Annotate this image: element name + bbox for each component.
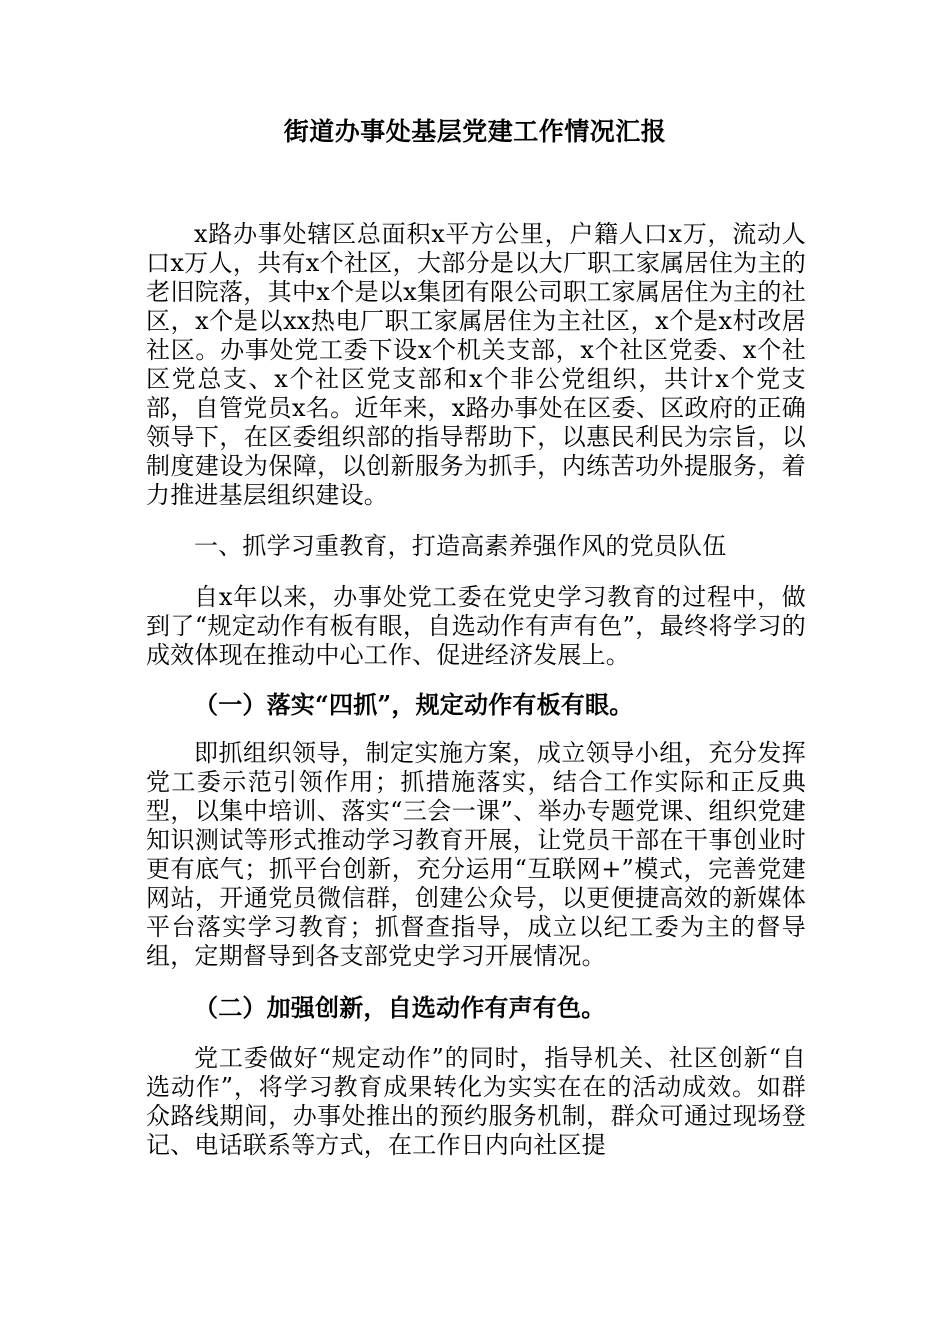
- intro-paragraph: x路办事处辖区总面积x平方公里，户籍人口x万，流动人口x万人，共有x个社区，大部分是以大厂职工家属居住为主的老旧院落，其中x个是以x集团有限公司职工家属居住为主的社区，x个是以xx热电厂职工家属居住为主社区，x个是x村改居社区。办事处党工委下设x个机关支部，x个社区党委、x个社区党总支、x个社区党支部和x个非公党组织，共计x个党支部，自管党员x名。近年来，x路办事处在区委、区政府的正确领导下，在区委组织部的指导帮助下，以惠民利民为宗旨，以制度建设为保障，以创新服务为抓手，内练苦功外提服务，着力推进基层组织建设。: [146, 220, 806, 509]
- subsection-2-paragraph: 党工委做好“规定动作”的同时，指导机关、社区创新“自选动作”，将学习教育成果转化为实实在在的活动成效。如群众路线期间，办事处推出的预约服务机制，群众可通过现场登记、电话联系等方式，在工作日内向社区提: [146, 1044, 806, 1159]
- section-heading-1: 一、抓学习重教育，打造高素养强作风的党员队伍: [194, 532, 727, 560]
- document-body: [146, 220, 806, 1160]
- subsection-heading-2: （二）加强创新，自选动作有声有色。: [194, 993, 606, 1022]
- subsection-1-paragraph: 即抓组织领导，制定实施方案，成立领导小组，充分发挥党工委示范引领作用；抓措施落实，结合工作实际和正反典型，以集中培训、落实“三会一课”、举办专题党课、组织党建知识测试等形式推动学习教育开展，让党员干部在干事创业时更有底气；抓平台创新，充分运用“互联网+”模式，完善党建网站，开通党员微信群，创建公众号，以更便捷高效的新媒体平台落实学习教育；抓督查指导，成立以纪工委为主的督导组，定期督导到各支部党史学习开展情况。: [146, 739, 806, 970]
- document-title: 街道办事处基层党建工作情况汇报: [283, 117, 667, 146]
- section-1-paragraph: 自x年以来，办事处党工委在党史学习教育的过程中，做到了“规定动作有板有眼，自选动作有声有色”，最终将学习的成效体现在推动中心工作、促进经济发展上。: [146, 583, 806, 669]
- subsection-heading-1: （一）落实“四抓”，规定动作有板有眼。: [194, 690, 634, 719]
